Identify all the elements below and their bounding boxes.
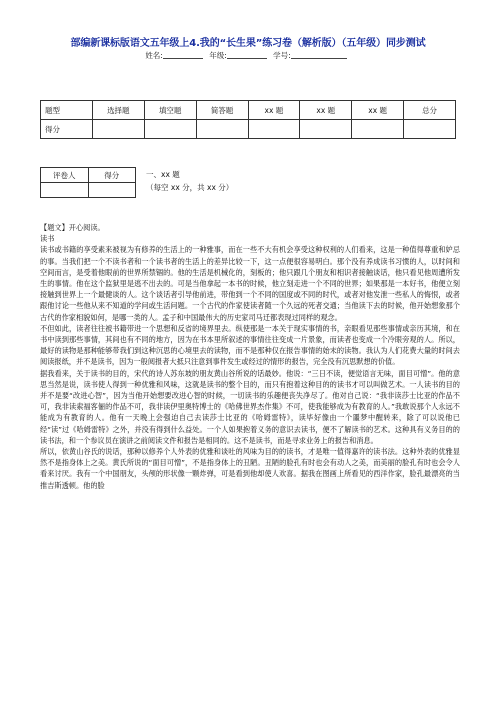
section-heading-block: [146, 168, 233, 194]
question-label: 【题文】开心阅读。: [40, 223, 105, 232]
score-blank-cell[interactable]: [144, 120, 196, 139]
score-cell: 简答题: [196, 101, 248, 120]
reviewer-header-row: [41, 168, 136, 183]
name-label: 姓名:: [145, 51, 163, 60]
score-blank-cell[interactable]: [248, 120, 300, 139]
reviewer-blank-row: [41, 183, 136, 198]
grade-blank[interactable]: [227, 51, 267, 59]
number-blank[interactable]: [291, 51, 347, 59]
reviewer-table: [40, 167, 136, 198]
score-blank-cell[interactable]: [300, 120, 352, 139]
score-cell: xx 题: [352, 101, 404, 120]
score-cell: 总分: [404, 101, 456, 120]
score-table-header-row: [41, 101, 456, 120]
score-blank-cell[interactable]: [352, 120, 404, 139]
name-blank[interactable]: [163, 51, 203, 59]
passage-paragraph: 所以，依黄山谷氏的说话，那种以修养个人外表的优雅和谈吐的风味为目的的读书，才是唯一值得嘉许的读书法。这种外表的优雅显然不是指身体上之美。黄氏所说的“面目可憎”，不是指身体上的丑陋。丑陋的脸孔有时也会有动人之美，而美丽的脸孔有时也会令人看来讨厌。我有一个中国朋友，头颅的形状像一颗炸弹，可是看到他却使人欢喜。据我在图画上所看见的西洋作家，脸孔最漂亮的当推吉斯透顿。他的脸: [40, 447, 460, 490]
section-heading: 一、xx 题: [146, 170, 180, 179]
number-label: 学号:: [273, 51, 291, 60]
reviewer-label: 评卷人: [41, 168, 89, 183]
score-blank-cell[interactable]: [92, 120, 144, 139]
score-cell: 选择题: [92, 101, 144, 120]
reviewer-score-label: 得分: [88, 168, 136, 183]
score-cell: 题型: [41, 101, 93, 120]
passage-paragraph: 不但如此，读者往往被书籍带进一个思想和反省的境界里去。纵使那是一本关于现实事情的书，亲眼看见那些事情或亲历其境，和在书中读到那些事情，其间也有不同的地方，因为在书本里所叙述的事情往往变成一片景象，而读者也变成一个冷眼旁观的人。所以，最好的读物是那种能够带我们到这种沉思的心境里去的读物，而不是那种仅在报告事情的始末的读物。我认为人们花费大量的时间去阅读报纸，并不是读书，因为一般阅报者大抵只注意到事件发生或经过的情形的报告，完全没有沉思默想的价值。: [40, 323, 460, 367]
reviewer-blank-cell[interactable]: [88, 183, 136, 198]
score-table-score-row: [41, 120, 456, 139]
passage-paragraph: 读书或书籍的享受素来被视为有修养的生活上的一种雅事，而在一些不大有机会享受这种权利的人们看来，这是一种值得尊重和妒忌的事。当我们把一个不读书者和一个读书者的生活上的差异比较一下，这一点便很容易明白。那个没有养成读书习惯的人，以时间和空间而言，是受着他眼前的世界所禁锢的。他的生活是机械化的，刻板的；他只跟几个朋友和相识者接触谈话，他只看见他周遭所发生的事情。他在这个监狱里是逃不出去的。可是当他拿起一本书的时候，他立刻走进一个不同的世界；如果那是一本好书，他便立刻接触到世界上一个最健谈的人。这个谈话者引导他前进，带他到一个不同的国度或不同的时代，或者对他发泄一些私人的悔恨，或者跟他讨论一些他从来不知道的学问或生活问题。一个古代的作家使读者随一个久远的死者交通；当他读下去的时候，他开始想象那个古代的作家相貌如何，是哪一类的人。孟子和中国最伟大的历史家司马迁都表现过同样的观念。: [40, 245, 460, 322]
document-title: 部编新课标版语文五年级上4.我的“长生果”练习卷（解析版）（五年级）同步测试: [70, 38, 426, 49]
score-cell: 填空题: [144, 101, 196, 120]
score-cell: xx 题: [248, 101, 300, 120]
reading-passage: [40, 222, 460, 491]
reviewer-blank-cell[interactable]: [41, 183, 89, 198]
passage-paragraph: 据我看来，关于读书的目的，宋代的诗人苏东坡的朋友黄山谷所说的话最妙。他说：“三日不读，便觉语言无味，面目可憎”。他的意思当然是说，读书使人得到一种优雅和风味，这就是读书的整个目的，而只有抱着这种目的的读书才可以叫做艺术。一人读书的目的并不是要“改进心智”，因为当他开始想要改进心智的时候，一切读书的乐趣便丧失净尽了。他对自己说：“我非读莎士比亚的作品不可，我非读索福客俪的作品不可，我非读伊里奥特博士的《哈佛世界杰作集》不可，使我能够成为有教育的人。”我敢说那个人永远不能成为有教育的人。他有一天晚上会强迫自己去读莎士比亚的《哈姆雷特》，读毕好像由一个噩梦中醒转来，除了可以说他已经“读”过《哈姆雷特》之外，并没有得到什么益处。一个人如果抱着义务的意识去读书，便不了解读书的艺术。这种具有义务目的的读书法，和一个参议员在演讲之前阅读文件和报告是相同的。这不是读书，而是寻求业务上的报告和消息。: [40, 368, 460, 445]
score-row-label: 得分: [41, 120, 93, 139]
grade-label: 年级:: [209, 51, 227, 60]
section-subheading: （每空 xx 分，共 xx 分）: [146, 183, 234, 192]
score-table: [40, 100, 456, 139]
score-blank-cell[interactable]: [196, 120, 248, 139]
score-blank-cell[interactable]: [404, 120, 456, 139]
score-cell: xx 题: [300, 101, 352, 120]
student-info-line: [0, 50, 496, 61]
passage-title: 读书: [40, 234, 55, 244]
